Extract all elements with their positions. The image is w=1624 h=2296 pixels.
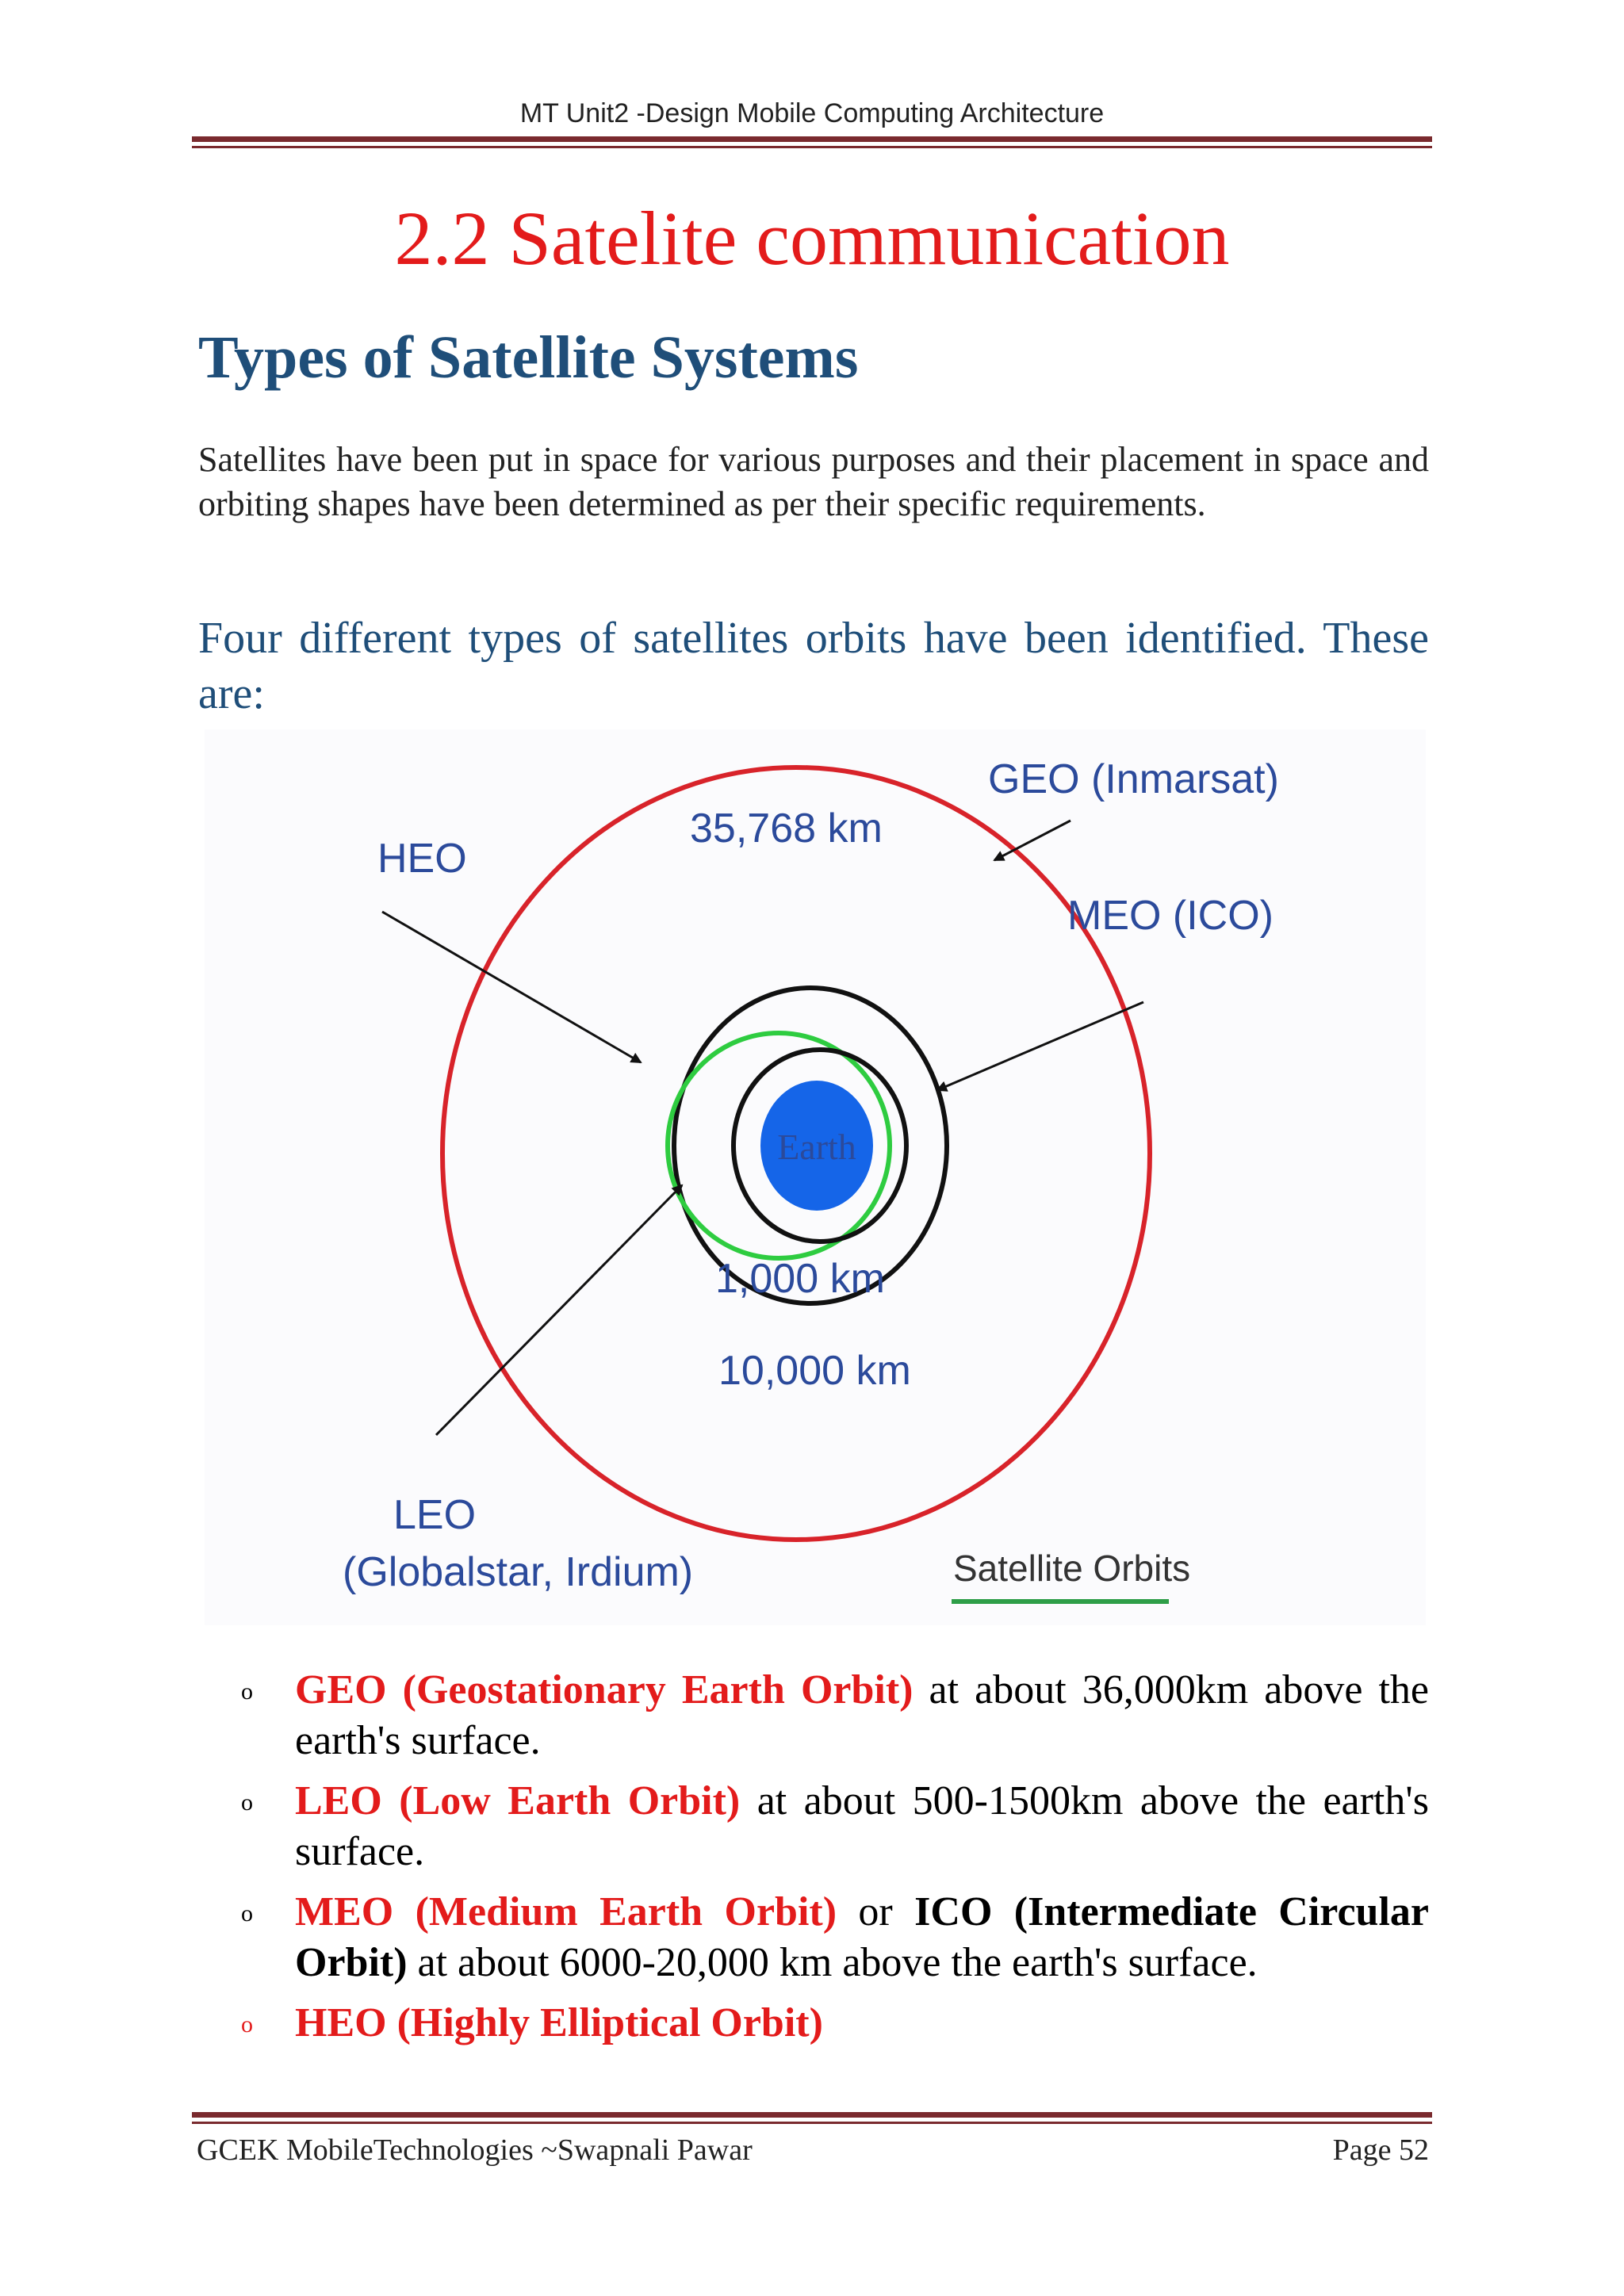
page-number: Page 52 xyxy=(1332,2133,1429,2167)
lead-paragraph: Four different types of satellites orbits have been identified. These are: xyxy=(198,614,1429,718)
orbit-types-list xyxy=(238,1665,1429,2058)
geo-distance-label: 35,768 km xyxy=(690,806,883,851)
leo-sublabel: (Globalstar, Irdium) xyxy=(343,1549,694,1595)
leo-description: at about 500-1500km above the earth's surface. xyxy=(295,1778,1429,1874)
bullet-marker: o xyxy=(241,1789,253,1816)
figure-caption: Satellite Orbits xyxy=(953,1548,1191,1589)
bullet-marker: o xyxy=(241,2011,253,2038)
section-title: 2.2 Satelite communication xyxy=(394,196,1230,281)
header-rule-thin xyxy=(192,146,1432,148)
ico-term: ICO (Intermediate Circular Orbit) xyxy=(295,1889,1429,1985)
leo-label: LEO xyxy=(393,1492,477,1538)
intro-paragraph: Satellites have been put in space for various purposes and their placement in space and orbiting shapes have been determined as per their specific requirements. xyxy=(198,440,1429,523)
page-header: MT Unit2 -Design Mobile Computing Architecture xyxy=(519,98,1105,128)
bullet-marker: o xyxy=(241,1678,253,1705)
footer-rule-thin xyxy=(192,2122,1432,2124)
bullet-marker: o xyxy=(241,1900,253,1927)
list-item xyxy=(238,1887,1429,1988)
geo-description: at about 36,000km above the earth's surface. xyxy=(295,1667,1429,1763)
orbit-diagram xyxy=(205,729,1426,1625)
meo-connector: or xyxy=(837,1889,915,1934)
list-item xyxy=(238,1998,1429,2049)
satellite-orbits-figure xyxy=(205,729,1426,1625)
geo-term: GEO (Geostationary Earth Orbit) xyxy=(295,1667,914,1712)
earth-label: Earth xyxy=(777,1127,856,1167)
footer-author: GCEK MobileTechnologies ~Swapnali Pawar xyxy=(197,2133,753,2167)
heo-arrow xyxy=(382,912,641,1062)
leo-term: LEO (Low Earth Orbit) xyxy=(295,1778,741,1823)
heo-label: HEO xyxy=(377,836,467,882)
subsection-title: Types of Satellite Systems xyxy=(198,324,859,391)
meo-label: MEO (ICO) xyxy=(1067,893,1274,939)
leo-distance-label: 1,000 km xyxy=(715,1256,885,1302)
list-item xyxy=(238,1776,1429,1877)
header-rule xyxy=(192,136,1432,142)
meo-distance-label: 10,000 km xyxy=(718,1348,911,1394)
geo-label: GEO (Inmarsat) xyxy=(988,756,1279,802)
meo-arrow xyxy=(937,1002,1143,1090)
footer-rule xyxy=(192,2112,1432,2118)
list-item xyxy=(238,1665,1429,1766)
meo-description: at about 6000-20,000 km above the earth's surface. xyxy=(407,1940,1258,1985)
meo-term: MEO (Medium Earth Orbit) xyxy=(295,1889,837,1934)
heo-term: HEO (Highly Elliptical Orbit) xyxy=(295,2000,823,2045)
